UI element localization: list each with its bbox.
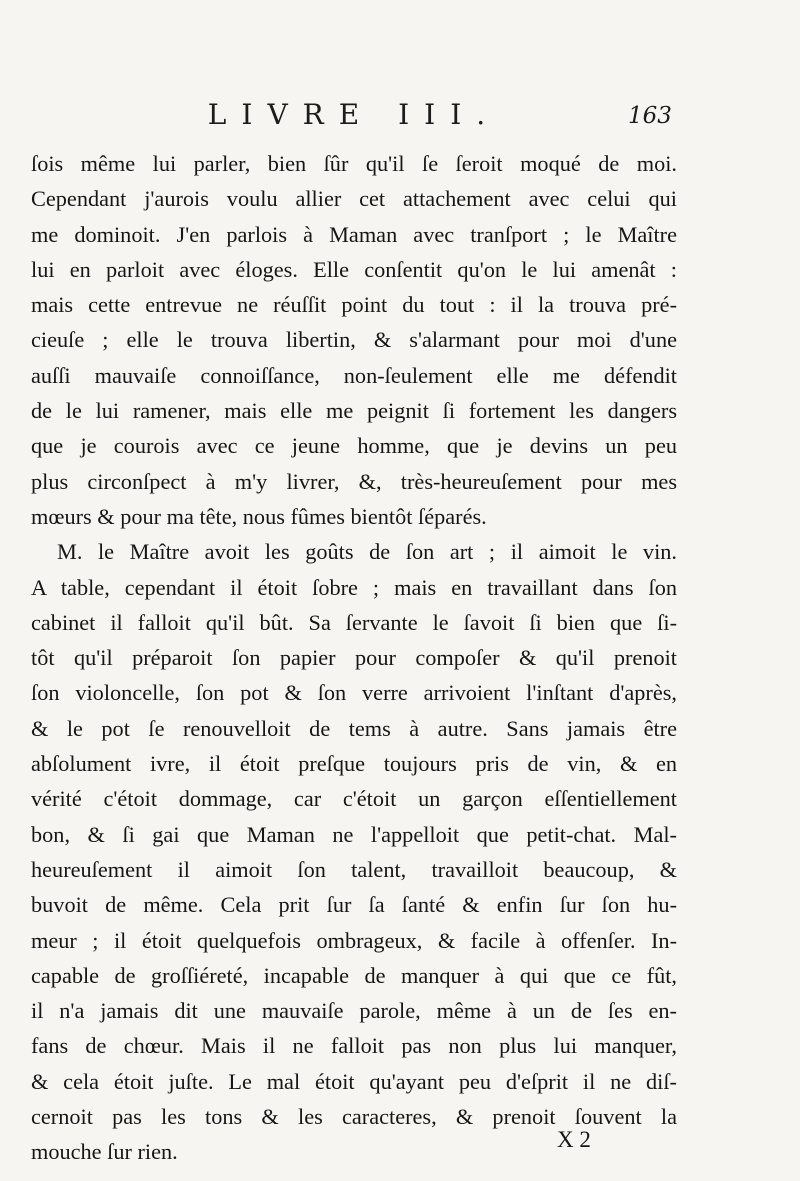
text-line: tôt qu'il préparoit ſon papier pour compoſer & qu'il prenoit <box>31 645 677 671</box>
body-text <box>31 146 677 1170</box>
text-line: auſſi mauvaiſe connoiſſance, non-ſeulement elle me défendit <box>31 362 677 388</box>
text-line: mœurs & pour ma tête, nous fûmes bientôt ſéparés. <box>31 503 487 529</box>
text-line: A table, cependant il étoit ſobre ; mais en travaillant dans ſon <box>31 574 677 600</box>
text-line: capable de groſſiéreté, incapable de manquer à qui que ce fût, <box>31 962 677 988</box>
text-line: M. le Maître avoit les goûts de ſon art ; il aimoit le vin. <box>57 539 677 565</box>
text-line: ſon violoncelle, ſon pot & ſon verre arrivoient l'inſtant d'après, <box>31 680 677 706</box>
text-line: plus circonſpect à m'y livrer, &, très-heureuſement pour mes <box>31 468 677 494</box>
running-title: LIVRE III. <box>207 98 501 131</box>
text-line: cernoit pas les tons & les caracteres, & prenoit ſouvent la <box>31 1104 677 1130</box>
text-line: ſois même lui parler, bien ſûr qu'il ſe ſeroit moqué de moi. <box>31 151 677 176</box>
signature-mark: X 2 <box>557 1127 591 1152</box>
text-line: Cependant j'aurois voulu allier cet attachement avec celui qui <box>31 186 677 212</box>
text-line: meur ; il étoit quelquefois ombrageux, & facile à offenſer. In- <box>31 927 677 953</box>
text-line: fans de chœur. Mais il ne falloit pas non plus lui manquer, <box>31 1033 677 1059</box>
text-line: cieuſe ; elle le trouva libertin, & s'alarmant pour moi d'une <box>31 327 677 353</box>
text-line: que je courois avec ce jeune homme, que je devins un peu <box>31 433 677 459</box>
text-line: & le pot ſe renouvelloit de tems à autre. Sans jamais être <box>31 715 677 741</box>
text-line: me dominoit. J'en parlois à Maman avec tranſport ; le Maître <box>31 221 677 247</box>
text-line: lui en parloit avec éloges. Elle conſentit qu'on le lui amenât : <box>31 256 677 282</box>
text-line: vérité c'étoit dommage, car c'étoit un garçon eſſentiellement <box>31 786 677 812</box>
text-line: heureuſement il aimoit ſon talent, travailloit beaucoup, & <box>31 856 677 882</box>
text-line: de le lui ramener, mais elle me peignit ſi fortement les dangers <box>31 398 677 424</box>
text-line: abſolument ivre, il étoit preſque toujours pris de vin, & en <box>31 751 677 777</box>
text-line: mouche ſur rien. <box>31 1139 178 1165</box>
text-line: cabinet il falloit qu'il bût. Sa ſervante le ſavoit ſi bien que ſi- <box>31 609 677 635</box>
text-line: buvoit de même. Cela prit ſur ſa ſanté & enfin ſur ſon hu- <box>31 892 677 918</box>
text-line: bon, & ſi gai que Maman ne l'appelloit que petit-chat. Mal- <box>31 821 677 847</box>
text-line: mais cette entrevue ne réuſſit point du tout : il la trouva pré- <box>31 292 677 318</box>
text-line: & cela étoit juſte. Le mal étoit qu'ayant peu d'eſprit il ne diſ- <box>31 1068 677 1094</box>
text-line: il n'a jamais dit une mauvaiſe parole, même à un de ſes en- <box>31 998 677 1024</box>
page-number: 163 <box>628 103 672 129</box>
